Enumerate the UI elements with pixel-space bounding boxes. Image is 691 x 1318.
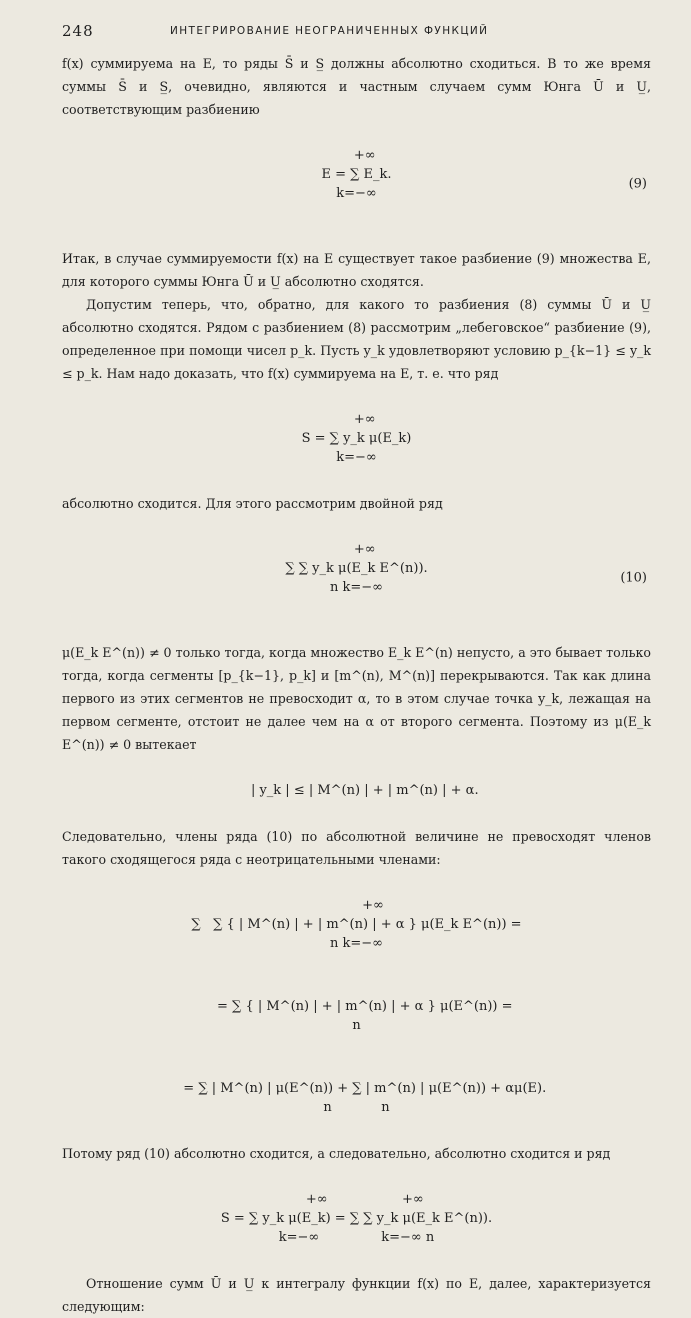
paragraph-5: μ(E_k E^(n)) ≠ 0 только тогда, когда множество E_k E^(n) непусто, а это бывает только тогда, когда сегменты [p_{k−1}, p_k] и [m^(n), M^(n)] перекрываются. Так как длина первого из этих сегментов не превосходит α, то в этом случае точка y_k, лежащая на первом сегменте, отстоит не далее чем на α от второго сегмента. Поэтому из μ(E_k E^(n)) ≠ 0 вытекает	[62, 645, 651, 752]
equation-s-series	[62, 391, 651, 486]
equation-long-1	[62, 877, 651, 972]
equation-9-number: (9)	[628, 176, 647, 192]
equation-long-1-body: +∞ ∑ ∑ { | M^(n) | + | m^(n) | + α } μ(E_k E^(n)) = n k=−∞	[191, 898, 522, 951]
page-number: 248	[62, 22, 94, 40]
equation-long-2-body: = ∑ { | M^(n) | + | m^(n) | + α } μ(E^(n)) = n	[217, 999, 513, 1033]
paragraph-6: Следовательно, члены ряда (10) по абсолютной величине не превосходят членов такого сходящегося ряда с неотрицательными членами:	[62, 829, 651, 867]
equation-9	[62, 127, 651, 241]
equation-9-body: +∞ E = ∑ E_k. k=−∞	[321, 148, 392, 201]
paragraph-2: Итак, в случае суммируемости f(x) на E существует такое разбиение (9) множества E, для которого суммы Юнга Ū и U̲ абсолютно сходятся.	[62, 251, 651, 289]
paragraph-8: Отношение сумм Ū и U̲ к интегралу функции f(x) по E, далее, характеризуется следующим:	[62, 1276, 651, 1314]
equation-final-body: +∞ +∞ S = ∑ y_k μ(E_k) = ∑ ∑ y_k μ(E_k E^(n)). k=−∞ k=−∞ n	[220, 1192, 493, 1245]
equation-long-3	[62, 1060, 651, 1136]
equation-final	[62, 1171, 651, 1266]
equation-s-body: +∞ S = ∑ y_k μ(E_k) k=−∞	[301, 412, 412, 465]
equation-long-3-body: = ∑ | M^(n) | μ(E^(n)) + ∑ | m^(n) | μ(E^(n)) + αμ(E). n n	[183, 1081, 547, 1115]
equation-inequality-body: | y_k | ≤ | M^(n) | + | m^(n) | + α.	[250, 783, 479, 798]
page-header	[62, 22, 651, 46]
equation-10-body: +∞ ∑ ∑ y_k μ(E_k E^(n)). n k=−∞	[285, 542, 428, 595]
equation-long-2	[62, 978, 651, 1054]
equation-inequality	[62, 762, 651, 819]
paragraph-4: абсолютно сходится. Для этого рассмотрим двойной ряд	[62, 496, 443, 511]
paragraph-1: f(x) суммируема на E, то ряды S̄ и S̲ должны абсолютно сходиться. В то же время суммы S̄ и S̲, очевидно, являются и частным случаем сумм Юнга Ū и U̲, соответствующим разбиению	[62, 56, 651, 117]
paragraph-7: Потому ряд (10) абсолютно сходится, а следовательно, абсолютно сходится и ряд	[62, 1146, 611, 1161]
paragraph-3: Допустим теперь, что, обратно, для какого то разбиения (8) суммы Ū и U̲ абсолютно сходятся. Рядом с разбиением (8) рассмотрим „лебеговское“ разбиение (9), определенное при помощи чисел p_k. Пусть y_k удовлетворяют условию p_{k−1} ≤ y_k ≤ p_k. Нам надо доказать, что f(x) суммируема на E, т. е. что ряд	[62, 297, 651, 381]
running-title: ИНТЕГРИРОВАНИЕ НЕОГРАНИЧЕННЫХ ФУНКЦИЙ	[170, 25, 489, 37]
equation-10-number: (10)	[620, 570, 647, 586]
equation-10	[62, 521, 651, 635]
